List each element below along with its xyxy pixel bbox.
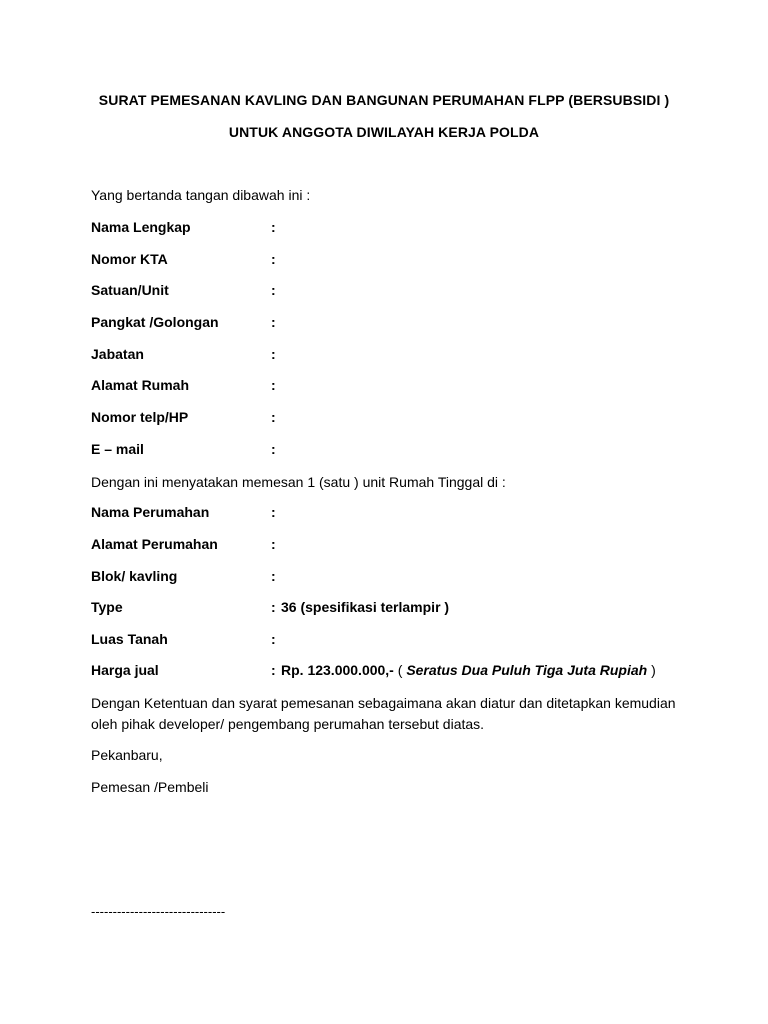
field-label: Type <box>91 599 123 615</box>
field-colon: : <box>271 441 276 457</box>
field-label: Blok/ kavling <box>91 568 178 584</box>
field-label: Satuan/Unit <box>91 282 169 298</box>
field-label: Alamat Perumahan <box>91 536 218 552</box>
field-nama-lengkap <box>91 219 711 241</box>
field-colon: : <box>271 536 276 552</box>
field-label: Pangkat /Golongan <box>91 314 219 330</box>
order-statement: Dengan ini menyatakan memesan 1 (satu ) unit Rumah Tinggal di : <box>91 474 506 490</box>
document-subtitle: UNTUK ANGGOTA DIWILAYAH KERJA POLDA <box>228 124 540 140</box>
intro-text: Yang bertanda tangan dibawah ini : <box>91 187 311 203</box>
field-label: Alamat Rumah <box>91 377 190 393</box>
price-amount: Rp. 123.000.000,- <box>281 662 394 678</box>
field-email <box>91 441 711 463</box>
field-blok-kavling <box>91 568 711 590</box>
field-colon: : <box>271 251 276 267</box>
field-label: Nama Lengkap <box>91 219 191 235</box>
field-pangkat-golongan <box>91 314 711 336</box>
field-colon: : <box>271 346 276 362</box>
price-in-words: Seratus Dua Puluh Tiga Juta Rupiah <box>406 662 648 678</box>
field-label: Harga jual <box>91 662 159 678</box>
place-text: Pekanbaru, <box>91 747 163 763</box>
field-harga-jual <box>91 662 711 684</box>
field-nama-perumahan <box>91 504 711 526</box>
field-label: Nomor KTA <box>91 251 168 267</box>
field-nomor-kta <box>91 251 711 273</box>
field-colon: : <box>271 409 276 425</box>
field-colon: : <box>271 219 276 235</box>
field-colon: : <box>271 377 276 393</box>
field-label: Luas Tanah <box>91 631 168 647</box>
field-label: Nomor telp/HP <box>91 409 189 425</box>
field-label: Nama Perumahan <box>91 504 210 520</box>
field-value: 36 (spesifikasi terlampir ) <box>281 599 450 615</box>
terms-line-1: Dengan Ketentuan dan syarat pemesanan sebagaimana akan diatur dan ditetapkan kemudian <box>91 695 676 711</box>
field-type <box>91 599 711 621</box>
field-jabatan <box>91 346 711 368</box>
field-alamat-rumah <box>91 377 711 399</box>
document-title: SURAT PEMESANAN KAVLING DAN BANGUNAN PERUMAHAN FLPP (BERSUBSIDI ) <box>98 92 670 108</box>
price-close-paren: ) <box>647 662 656 678</box>
terms-line-2: oleh pihak developer/ pengembang perumahan tersebut diatas. <box>91 716 485 732</box>
field-label: E – mail <box>91 441 144 457</box>
field-luas-tanah <box>91 631 711 653</box>
price-value <box>281 662 656 678</box>
field-colon: : <box>271 504 276 520</box>
field-label: Jabatan <box>91 346 144 362</box>
field-satuan-unit <box>91 282 711 304</box>
field-colon: : <box>271 599 276 615</box>
field-colon: : <box>271 314 276 330</box>
signature-line: ------------------------------- <box>91 904 226 919</box>
price-open-paren: ( <box>393 662 407 678</box>
field-colon: : <box>271 282 276 298</box>
field-nomor-telp <box>91 409 711 431</box>
field-colon: : <box>271 568 276 584</box>
signer-role: Pemesan /Pembeli <box>91 779 209 795</box>
field-alamat-perumahan <box>91 536 711 558</box>
field-colon: : <box>271 662 276 678</box>
field-colon: : <box>271 631 276 647</box>
